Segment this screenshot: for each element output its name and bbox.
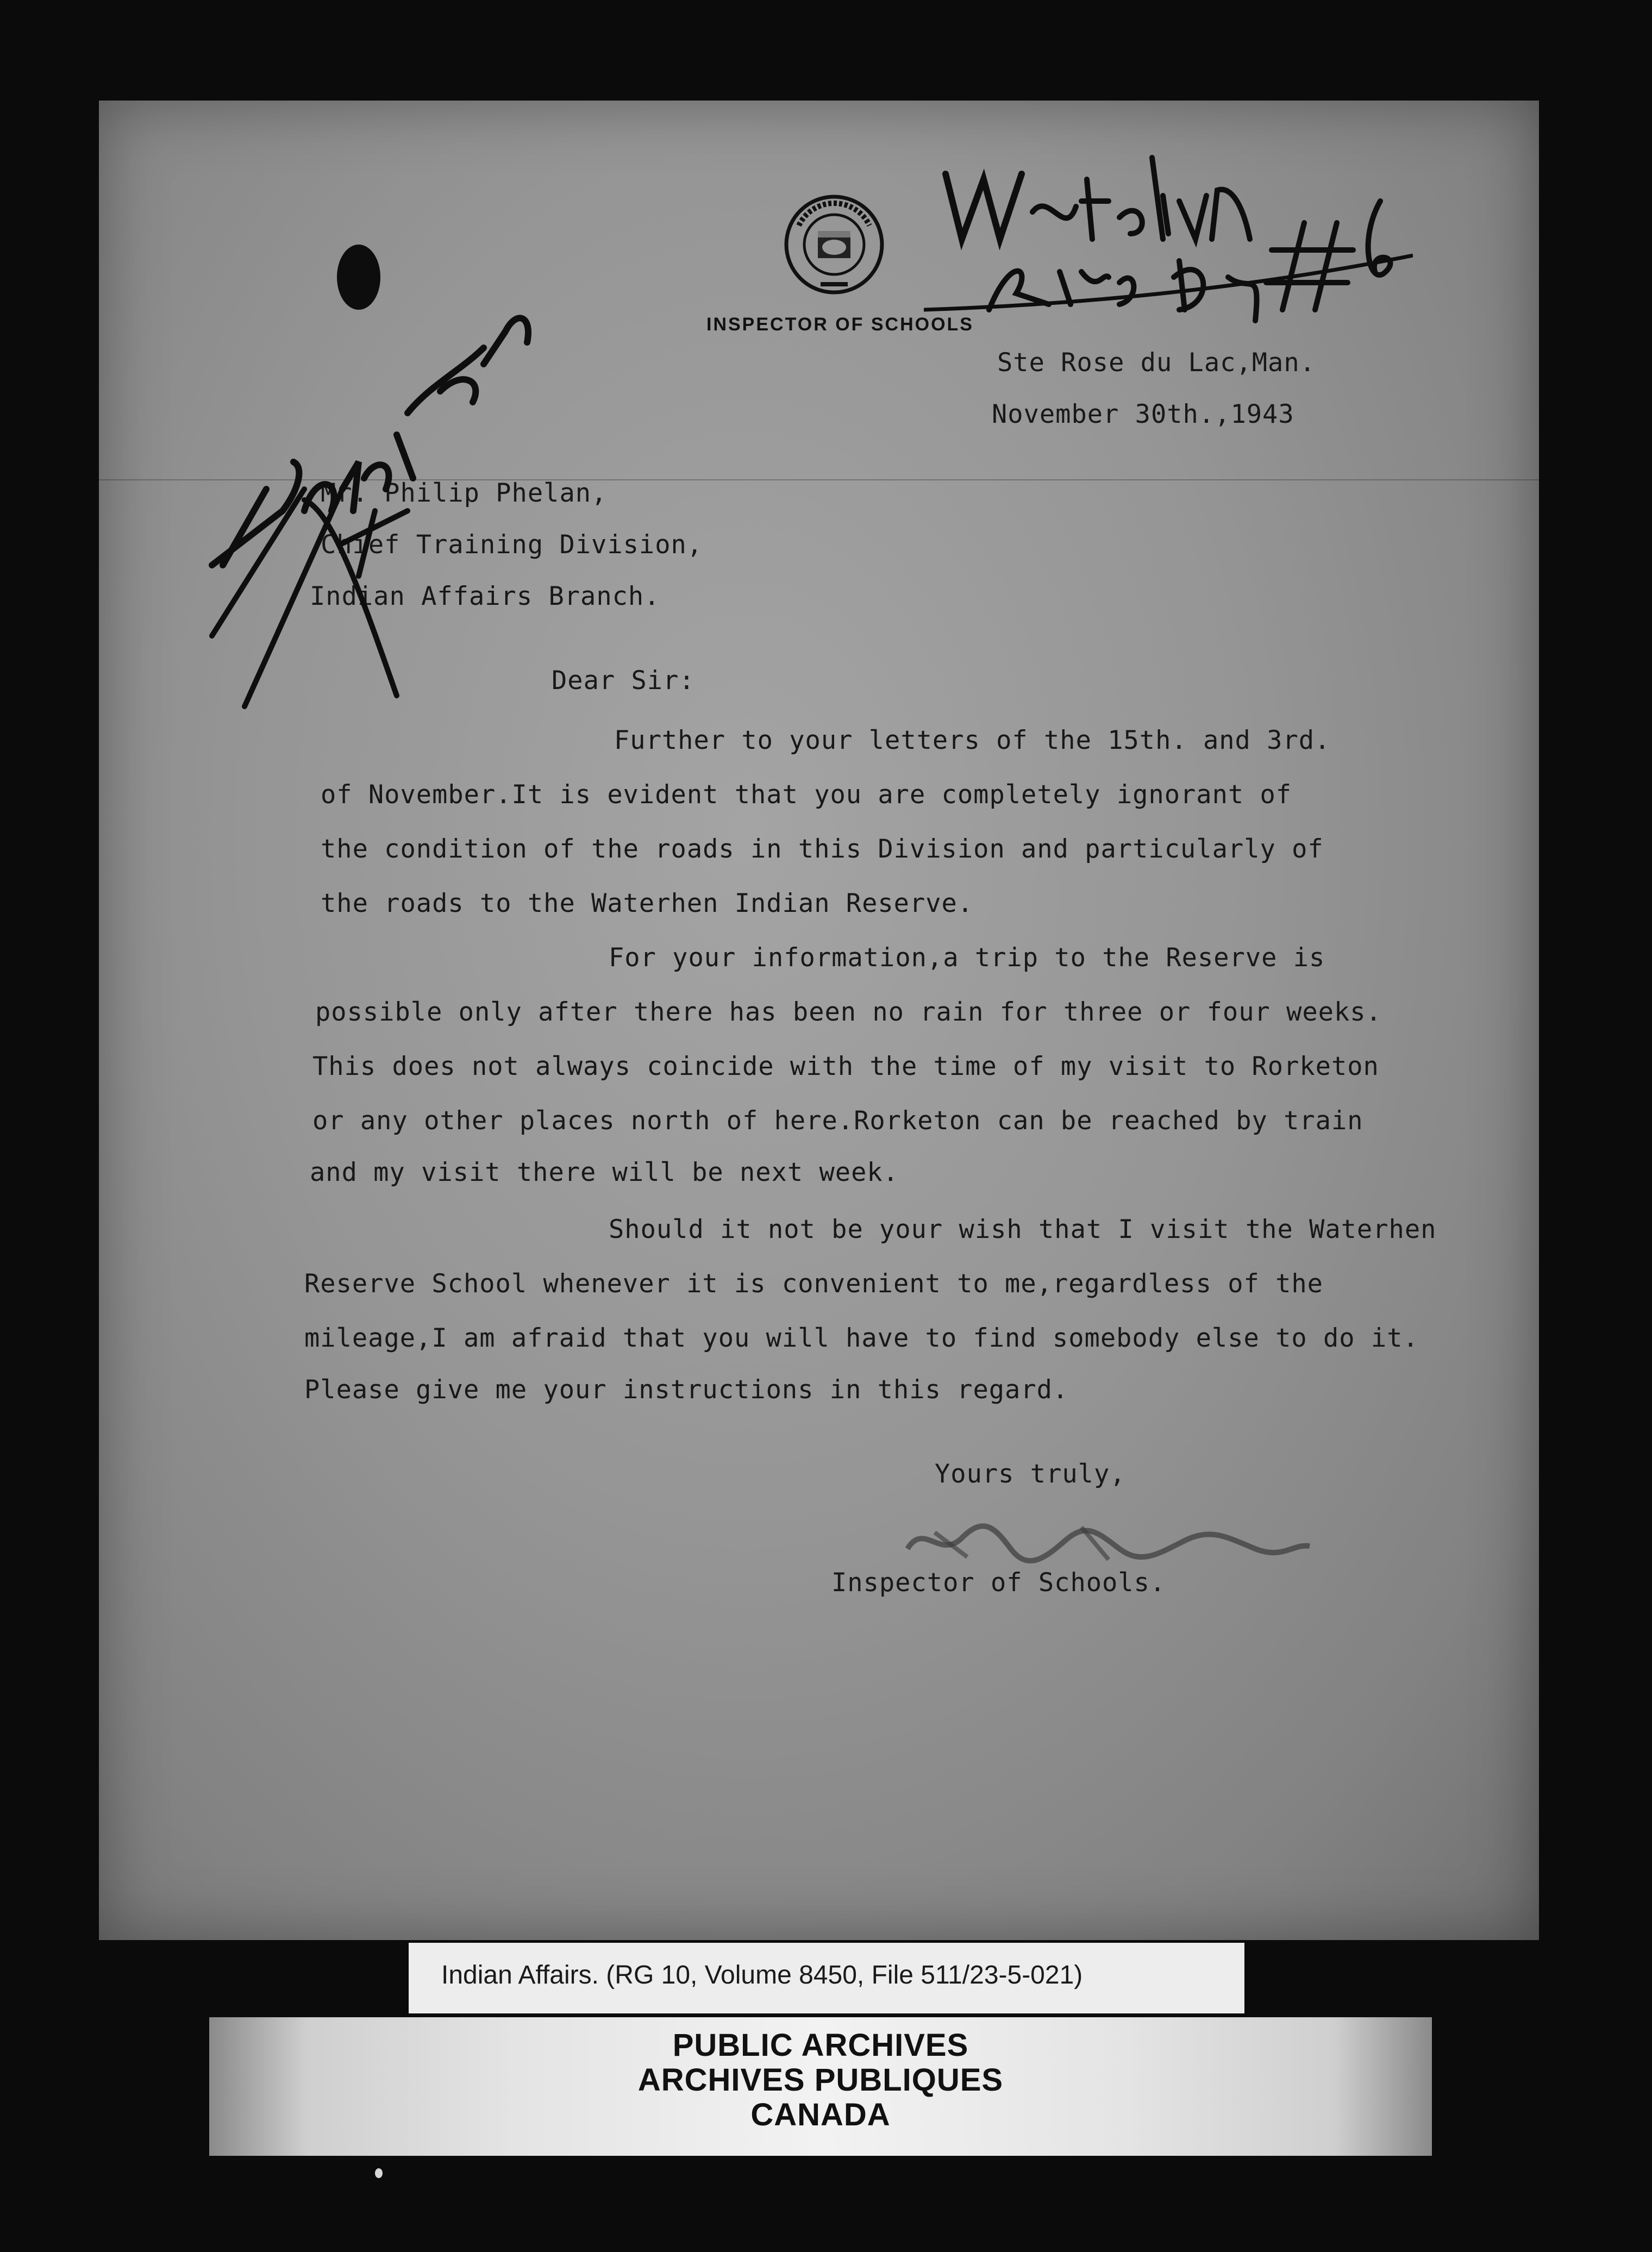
recipient-line-3: Indian Affairs Branch. xyxy=(310,581,660,611)
body-line: Should it not be your wish that I visit the Waterhen xyxy=(609,1215,1437,1244)
recipient-line-2: Chief Training Division, xyxy=(321,530,703,560)
archive-stamp xyxy=(209,2017,1432,2156)
body-line: possible only after there has been no rain for three or four weeks. xyxy=(315,997,1382,1027)
archive-stamp-line-1: PUBLIC ARCHIVES xyxy=(672,2028,969,2063)
body-line: and my visit there will be next week. xyxy=(310,1158,899,1187)
handwritten-note-left-margin xyxy=(179,207,571,728)
archive-stamp-line-2: ARCHIVES PUBLIQUES xyxy=(637,2062,1004,2098)
letter-place: Ste Rose du Lac,Man. xyxy=(997,348,1316,378)
signatory-title: Inspector of Schools. xyxy=(831,1568,1166,1598)
archive-stamp-line-3: CANADA xyxy=(750,2097,891,2132)
handwritten-note-top-right xyxy=(924,130,1413,326)
salutation: Dear Sir: xyxy=(552,666,695,696)
signature-scribble xyxy=(902,1511,1315,1571)
film-speck xyxy=(375,2168,383,2178)
body-line: Further to your letters of the 15th. and 3rd. xyxy=(614,725,1331,755)
body-line: the condition of the roads in this Division and particularly of xyxy=(321,834,1324,864)
body-line: or any other places north of here.Rorketon can be reached by train xyxy=(312,1106,1363,1136)
body-line: Please give me your instructions in this regard. xyxy=(304,1375,1069,1405)
archive-reference-text: Indian Affairs. (RG 10, Volume 8450, File 511/23-5-021) xyxy=(441,1961,1083,1990)
recipient-line-1: Mr. Philip Phelan, xyxy=(321,478,608,508)
body-line: of November.It is evident that you are completely ignorant of xyxy=(321,780,1292,810)
letter-date: November 30th.,1943 xyxy=(992,399,1294,429)
body-line: Reserve School whenever it is convenient to me,regardless of the xyxy=(304,1269,1323,1299)
archive-reference-label xyxy=(409,1943,1244,2013)
manitoba-seal-icon xyxy=(783,193,886,296)
body-line: the roads to the Waterhen Indian Reserve. xyxy=(321,889,974,918)
letterhead-title: INSPECTOR OF SCHOOLS xyxy=(706,314,974,335)
body-line: mileage,I am afraid that you will have to find somebody else to do it. xyxy=(304,1323,1419,1353)
body-line: This does not always coincide with the time of my visit to Rorketon xyxy=(312,1052,1379,1081)
body-line: For your information,a trip to the Reserve is xyxy=(609,943,1325,973)
closing: Yours truly, xyxy=(935,1459,1126,1489)
